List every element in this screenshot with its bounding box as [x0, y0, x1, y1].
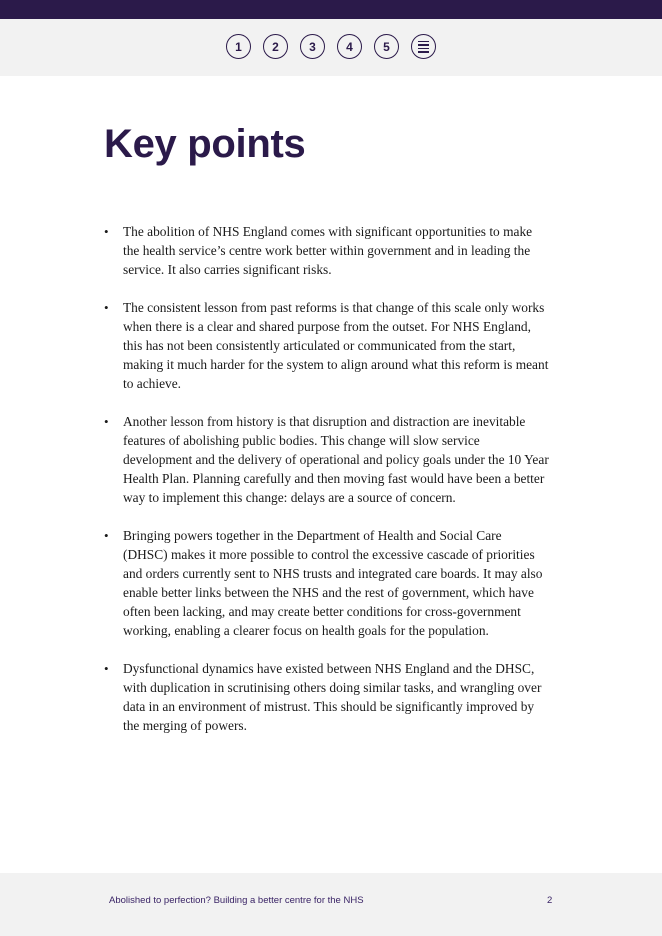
key-point-text: Another lesson from history is that disruption and distraction are inevitable features of abolishing public bodies. This change will slow service development and the delivery of operational and policy goals under the 10 Year Health Plan. Planning carefully and then moving fast would have been a better way to implement this change: delays are a source of concern.	[123, 414, 549, 505]
bullet-icon: •	[104, 224, 109, 239]
key-point-item	[104, 298, 549, 393]
page-footer	[0, 873, 662, 936]
key-point-item	[104, 222, 549, 279]
page-title: Key points	[104, 122, 306, 166]
key-point-text: Bringing powers together in the Department of Health and Social Care (DHSC) makes it more possible to control the excessive cascade of priorities and orders currently sent to NHS trusts and integrated care boards. It may also enable better links between the NHS and the rest of government, which have often been lacking, and may create better conditions for cross-government working, enabling a clearer focus on health goals for the population.	[123, 528, 543, 638]
key-point-text: The abolition of NHS England comes with significant opportunities to make the health service’s centre work better within government and in leading the service. It also carries significant risks.	[123, 224, 533, 277]
menu-button[interactable]	[411, 34, 436, 59]
key-point-item	[104, 659, 549, 735]
key-point-text: Dysfunctional dynamics have existed between NHS England and the DHSC, with duplication in scrutinising others doing similar tasks, and wrangling over data in an environment of mistrust. This should be significantly improved by the merging of powers.	[123, 661, 542, 733]
bullet-icon: •	[104, 414, 109, 429]
footer-page-number: 2	[547, 895, 553, 906]
key-points-list	[104, 222, 549, 754]
bullet-icon: •	[104, 661, 109, 676]
top-brand-bar	[0, 0, 662, 19]
page-1-button[interactable]: 1	[226, 34, 251, 59]
key-point-item	[104, 526, 549, 640]
page-4-button[interactable]: 4	[337, 34, 362, 59]
bullet-icon: •	[104, 528, 109, 543]
key-point-item	[104, 412, 549, 507]
bullet-icon: •	[104, 300, 109, 315]
footer-document-title: Abolished to perfection? Building a better centre for the NHS	[109, 895, 364, 906]
page-navigation	[0, 19, 662, 76]
page-3-button[interactable]: 3	[300, 34, 325, 59]
page-2-button[interactable]: 2	[263, 34, 288, 59]
key-point-text: The consistent lesson from past reforms is that change of this scale only works when there is a clear and shared purpose from the outset. For NHS England, this has not been consistently articulated or communicated from the start, making it much harder for the system to align around what this reform is meant to achieve.	[123, 300, 549, 391]
hamburger-menu-icon	[418, 41, 429, 53]
page-5-button[interactable]: 5	[374, 34, 399, 59]
